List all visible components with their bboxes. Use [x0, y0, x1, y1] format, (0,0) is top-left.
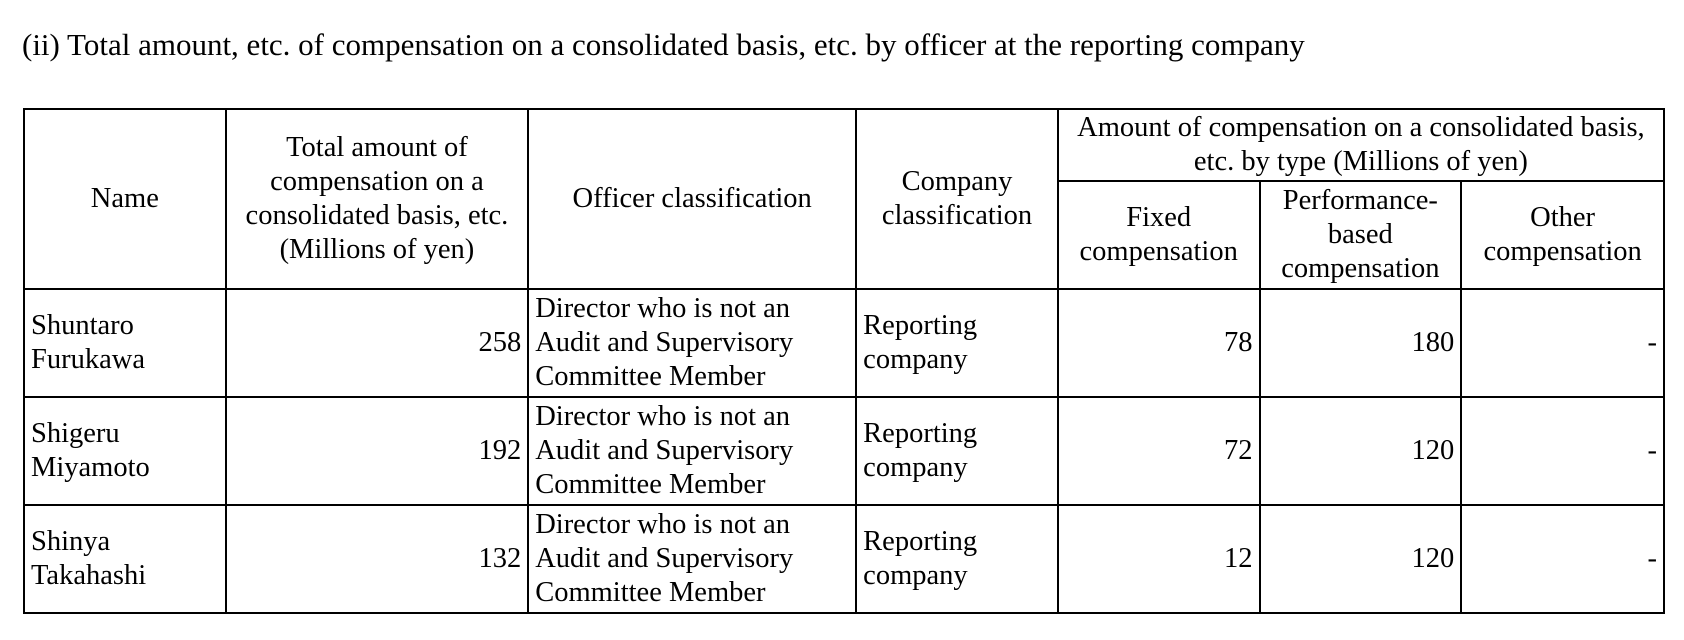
total-amount: 192	[226, 397, 529, 505]
officer-name: Shigeru Miyamoto	[24, 397, 226, 505]
other-compensation: -	[1461, 397, 1664, 505]
fixed-compensation: 12	[1058, 505, 1260, 613]
header-performance-compensation: Performance-based compensation	[1260, 181, 1462, 289]
table-row	[24, 505, 1664, 613]
header-amount-by-type: Amount of compensation on a consolidated basis, etc. by type (Millions of yen)	[1058, 109, 1664, 181]
other-compensation: -	[1461, 505, 1664, 613]
company-classification: Reporting company	[856, 505, 1058, 613]
header-name: Name	[24, 109, 226, 289]
header-other-compensation: Other compensation	[1461, 181, 1664, 289]
total-amount: 132	[226, 505, 529, 613]
officer-classification: Director who is not an Audit and Supervisory Committee Member	[528, 289, 856, 397]
header-total-amount: Total amount of compensation on a consolidated basis, etc. (Millions of yen)	[226, 109, 529, 289]
company-classification: Reporting company	[856, 397, 1058, 505]
officer-classification: Director who is not an Audit and Supervisory Committee Member	[528, 505, 856, 613]
header-row-1	[24, 109, 1664, 181]
table-row	[24, 397, 1664, 505]
header-officer-classification: Officer classification	[528, 109, 856, 289]
total-amount: 258	[226, 289, 529, 397]
section-title: (ii) Total amount, etc. of compensation on a consolidated basis, etc. by officer at the reporting company	[22, 27, 1305, 62]
compensation-table	[23, 108, 1665, 614]
performance-compensation: 120	[1260, 505, 1462, 613]
officer-name: Shuntaro Furukawa	[24, 289, 226, 397]
table-row	[24, 289, 1664, 397]
fixed-compensation: 72	[1058, 397, 1260, 505]
performance-compensation: 180	[1260, 289, 1462, 397]
performance-compensation: 120	[1260, 397, 1462, 505]
officer-classification: Director who is not an Audit and Supervisory Committee Member	[528, 397, 856, 505]
header-fixed-compensation: Fixed compensation	[1058, 181, 1260, 289]
other-compensation: -	[1461, 289, 1664, 397]
header-company-classification: Company classification	[856, 109, 1058, 289]
fixed-compensation: 78	[1058, 289, 1260, 397]
officer-name: Shinya Takahashi	[24, 505, 226, 613]
company-classification: Reporting company	[856, 289, 1058, 397]
